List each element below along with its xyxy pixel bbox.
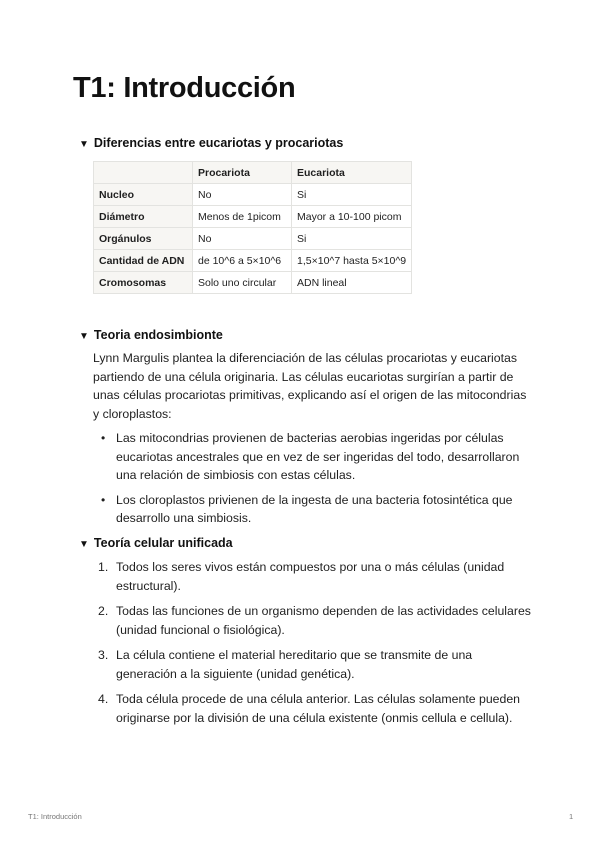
list-item-text: Todos los seres vivos están compuestos por una o más células (unidad estructural). [116,560,505,593]
table-row [94,228,412,250]
table-cell: Si [292,184,412,206]
footer-page-number: 1 [569,812,574,821]
table-row-header: Orgánulos [94,228,193,250]
section-heading: Diferencias entre eucariotas y procariotas [93,136,344,150]
teoria-celular-numbered-list [93,558,533,727]
list-number: 4. [98,692,109,706]
table-cell: ADN lineal [292,272,412,294]
toggle-diferencias[interactable] [79,136,343,150]
toggle-triangle-icon: ▼ [79,139,89,150]
table-cell: Mayor a 10-100 picom [292,206,412,228]
list-item-text: Las mitocondrias provienen de bacterias aerobias ingeridas por células eucariotas ancestrales que en vez de ser ingeridas del todo, desarrollaron una relación de simbiosis con estas células. [116,431,520,482]
list-item [93,690,533,727]
table-cell: Solo uno circular [193,272,292,294]
list-number: 2. [98,604,109,618]
toggle-triangle-icon: ▼ [79,539,89,550]
bullet-icon: • [101,431,106,445]
table-row [94,272,412,294]
table-header-row [94,162,412,184]
table-header-cell: Eucariota [292,162,412,184]
list-item [93,558,533,595]
list-item-text: Todas las funciones de un organismo dependen de las actividades celulares (unidad funcional o fisiológica). [116,604,531,637]
section-heading: Teoria endosimbionte [93,328,223,342]
table-row-header: Nucleo [94,184,193,206]
table-header-cell: Procariota [193,162,292,184]
table-row-header: Diámetro [94,206,193,228]
table-row [94,206,412,228]
toggle-endosimbionte[interactable] [79,328,223,342]
table-row [94,250,412,272]
toggle-teoria-celular[interactable] [79,536,233,550]
table-row-header: Cantidad de ADN [94,250,193,272]
table-cell: 1,5×10^7 hasta 5×10^9 [292,250,412,272]
table-cell: No [193,184,292,206]
endosimbionte-paragraph: Lynn Margulis plantea la diferenciación de las células procariotas y eucariotas partiendo de una célula originaria. Las células eucariotas surgirían a partir de unas células procariotas primitivas, explicando así el origen de las mitocondrias y cloroplastos: [93,351,527,421]
page-title: T1: Introducción [73,72,296,104]
endosimbionte-bullet-list [93,429,533,528]
table-row [94,184,412,206]
table-cell: de 10^6 a 5×10^6 [193,250,292,272]
list-item [93,646,533,683]
table-cell: Si [292,228,412,250]
list-item-text: Los cloroplastos privienen de la ingesta de una bacteria fotosintética que desarrollo una simbiosis. [116,492,513,525]
comparison-table [93,161,412,294]
list-item [93,602,533,639]
table-cell: No [193,228,292,250]
list-item [93,491,533,528]
list-number: 1. [98,560,109,574]
table-header-cell [94,162,193,184]
list-item [93,429,533,485]
list-item-text: La célula contiene el material hereditario que se transmite de una generación a la siguiente (unidad genética). [116,648,473,681]
bullet-icon: • [101,492,106,507]
table-row-header: Cromosomas [94,272,193,294]
footer-title: T1: Introducción [28,812,82,821]
list-number: 3. [98,648,109,662]
list-item-text: Toda célula procede de una célula anterior. Las células solamente pueden originarse por la división de una célula existente (onmis cellula e cellula). [116,692,521,725]
table-cell: Menos de 1picom [193,206,292,228]
section-heading: Teoría celular unificada [93,536,233,550]
toggle-triangle-icon: ▼ [79,331,89,342]
